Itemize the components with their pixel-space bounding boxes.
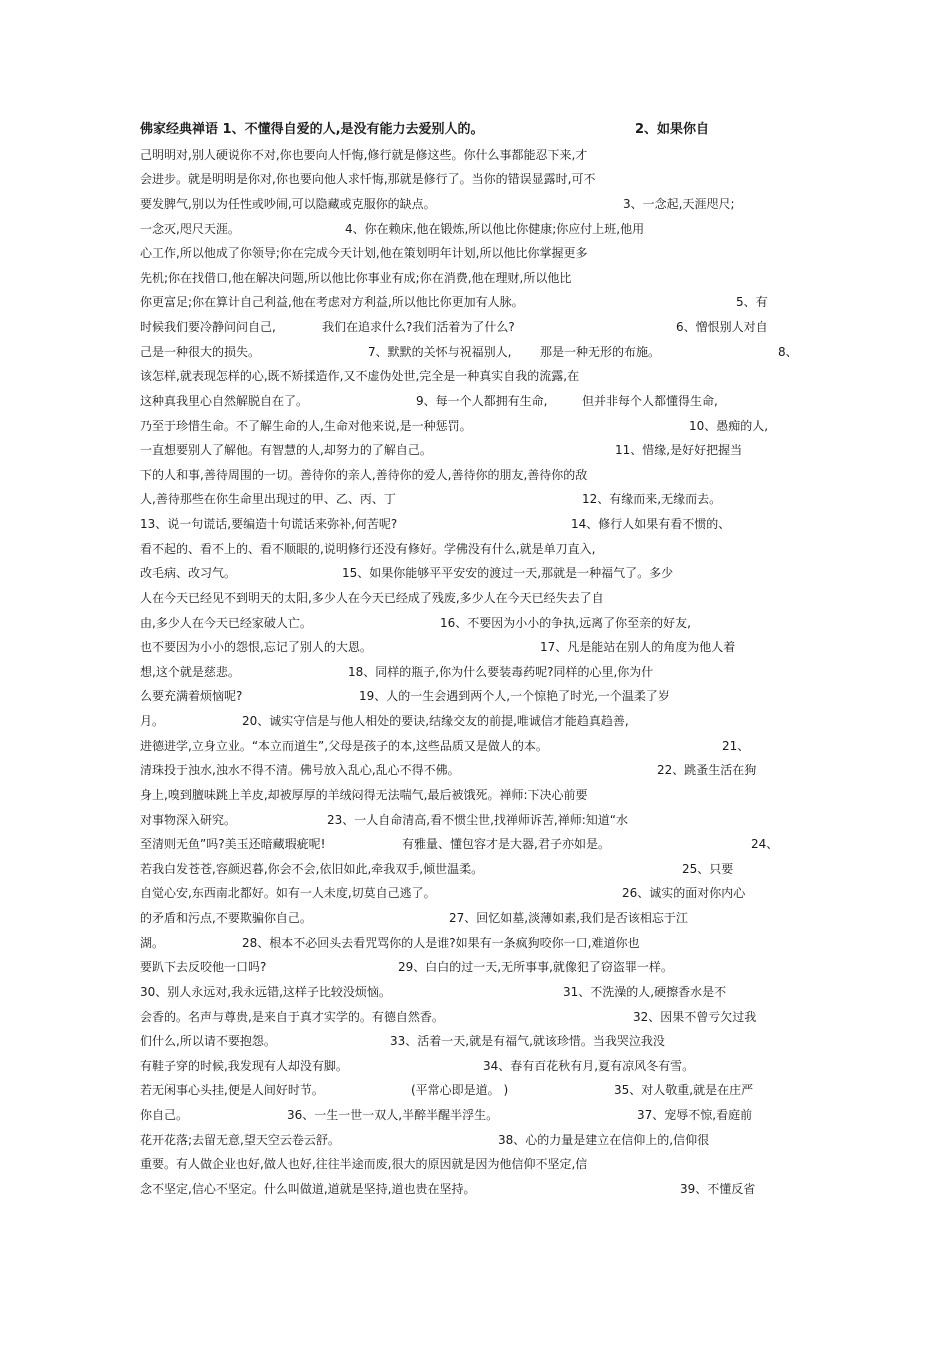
text-line	[140, 959, 790, 984]
text-segment: 对事物深入研究。	[140, 812, 237, 827]
text-line	[140, 245, 790, 270]
text-line	[140, 639, 790, 664]
text-line	[140, 935, 790, 960]
text-segment: 那是一种无形的布施。	[540, 344, 661, 359]
text-segment: 4、你在赖床,他在锻炼,所以他比你健康;你应付上班,他用	[345, 221, 645, 236]
text-line	[140, 861, 790, 886]
text-line	[140, 541, 790, 566]
text-segment: 20、诚实守信是与他人相处的要诀,结缘交友的前提,唯诚信才能趋真趋善,	[242, 714, 629, 728]
text-segment: 29、白白的过一天,无所事事,就像犯了窃盗罪一样。	[398, 960, 673, 975]
text-segment: 会香的。名声与尊贵,是来自于真才实学的。有德自然香。	[140, 1009, 444, 1024]
text-segment: 么要充满着烦恼呢?	[140, 689, 243, 704]
text-segment: 26、诚实的面对你内心	[622, 886, 746, 901]
text-line	[140, 688, 790, 713]
text-segment: 32、因果不曾亏欠过我	[633, 1009, 757, 1024]
text-line	[140, 885, 790, 910]
text-line	[140, 1058, 790, 1083]
text-line	[140, 147, 790, 172]
text-segment: 6、憎恨别人对自	[676, 320, 768, 334]
text-line	[140, 122, 790, 147]
text-line	[140, 590, 790, 615]
text-segment: 花开花落;去留无意,望天空云卷云舒。	[140, 1132, 340, 1147]
text-segment: 身上,嗅到膻味跳上羊皮,却被厚厚的羊绒闷得无法喘气,最后被饿死。禅师:下决心前要	[140, 787, 588, 802]
text-line	[140, 442, 790, 467]
text-segment: 改毛病、改习气。	[140, 566, 237, 581]
text-line	[140, 319, 790, 344]
text-segment: 时候我们要冷静问问自己,	[140, 320, 276, 334]
text-segment: 30、别人永远对,我永远错,这样子比较没烦恼。	[140, 984, 391, 999]
text-line	[140, 1107, 790, 1132]
text-segment: 这种真我里心自然解脱自在了。	[140, 393, 309, 408]
text-segment: 要趴下去反咬他一口吗?	[140, 960, 267, 975]
text-segment: 你自己。	[140, 1108, 189, 1122]
text-segment: 月。	[140, 714, 165, 728]
text-segment: 31、不洗澡的人,硬擦香水是不	[563, 984, 727, 999]
text-segment: 16、不要因为小小的争执,远离了你至亲的好友,	[440, 615, 691, 630]
text-segment: 7、默默的关怀与祝福别人,	[368, 344, 512, 359]
text-segment: 22、跳蚤生活在狗	[657, 763, 757, 778]
text-segment: 11、惜缘,是好好把握当	[615, 443, 743, 458]
text-segment: 们什么,所以请不要抱怨。	[140, 1034, 276, 1049]
text-segment: 14、修行人如果有看不惯的、	[571, 517, 731, 531]
text-line	[140, 787, 790, 812]
text-segment: 有雅量、懂包容才是大器,	[402, 837, 538, 852]
text-line	[140, 1156, 790, 1181]
text-line	[140, 565, 790, 590]
text-segment: 27、回忆如墓,淡薄如素,我们是否该相忘于江	[449, 911, 688, 925]
text-line	[140, 516, 790, 541]
text-line	[140, 910, 790, 935]
text-segment: 13、说一句谎话,要编造十句谎话来弥补,何苦呢?	[140, 517, 398, 531]
text-segment: 清珠投于浊水,浊水不得不清。佛号放入乱心,乱心不得不佛。	[140, 763, 460, 778]
document-body	[140, 122, 798, 1206]
text-segment: 35、对人敬重,就是在庄严	[614, 1083, 754, 1098]
text-segment: (平常心即是道。 )	[411, 1083, 509, 1098]
text-line	[140, 1082, 790, 1107]
text-segment: 也不要因为小小的怨恨,忘记了别人的大恩。	[140, 640, 372, 655]
text-segment: 10、愚痴的人,	[689, 418, 769, 433]
text-segment: 我们在追求什么?我们活着为了什么?	[322, 320, 515, 334]
text-line	[140, 196, 790, 221]
text-line	[140, 615, 790, 640]
text-line	[140, 294, 790, 319]
text-segment: 2、如果你自	[635, 122, 710, 137]
text-segment: 38、心的力量是建立在信仰上的,信仰很	[498, 1132, 710, 1147]
text-segment: 若我白发苍苍,容颜迟暮,你会不会,依旧如此,牵我双手,倾世温柔。	[140, 861, 484, 876]
text-line	[140, 1132, 790, 1157]
text-line	[140, 664, 790, 689]
text-line	[140, 713, 790, 738]
text-segment: 若无闲事心头挂,便是人间好时节。	[140, 1083, 324, 1098]
text-segment: 看不起的、看不上的、看不顺眼的,说明修行还没有修好。学佛没有什么,就是单刀直入,	[140, 541, 596, 556]
text-segment: 19、人的一生会遇到两个人,一个惊艳了时光,一个温柔了岁	[359, 689, 670, 704]
text-segment: 进德进学,立身立业。“本立而道生”,父母是孩子的本,这些品质又是做人的本。	[140, 738, 548, 753]
text-segment: 人在今天已经见不到明天的太阳,多少人在今天已经成了残废,多少人在今天已经失去了自	[140, 590, 604, 605]
text-segment: 28、根本不必回头去看咒骂你的人是谁?如果有一条疯狗咬你一口,难道你也	[242, 935, 640, 950]
text-segment: 18、同样的瓶子,你为什么要装毒药呢?同样的心里,你为什	[348, 664, 654, 679]
text-segment: 25、只要	[682, 861, 734, 876]
text-line	[140, 1009, 790, 1034]
text-segment: 湖。	[140, 935, 165, 950]
text-line	[140, 1181, 790, 1206]
text-segment: 重要。有人做企业也好,做人也好,往往半途而废,很大的原因就是因为他信仰不坚定,信	[140, 1157, 588, 1172]
text-segment: 下的人和事,善待周围的一切。善待你的亲人,善待你的爱人,善待你的朋友,善待你的敌	[140, 467, 588, 482]
text-line	[140, 1033, 790, 1058]
text-segment: 人,善待那些在你生命里出现过的甲、乙、丙、丁	[140, 492, 396, 507]
text-line	[140, 812, 790, 837]
text-line	[140, 393, 790, 418]
text-line	[140, 270, 790, 295]
text-segment: 36、一生一世一双人,半醉半醒半浮生。	[287, 1108, 499, 1122]
text-segment: 3、一念起,天涯咫尺;	[623, 196, 735, 211]
text-line	[140, 368, 790, 393]
text-line	[140, 762, 790, 787]
text-segment: 你更富足;你在算计自己利益,他在考虑对方利益,所以他比你更加有人脉。	[140, 295, 524, 310]
text-segment: 但并非每个人都懂得生命,	[582, 393, 718, 408]
text-line	[140, 491, 790, 516]
text-segment: 先机;你在找借口,他在解决问题,所以他比你事业有成;你在消费,他在理财,所以他比	[140, 270, 572, 285]
text-segment: 要发脾气,别以为任性或吵闹,可以隐藏或克服你的缺点。	[140, 196, 436, 211]
text-segment: 由,多少人在今天已经家破人亡。	[140, 615, 312, 630]
text-segment: 24、	[751, 837, 779, 852]
text-line	[140, 984, 790, 1009]
text-segment: 23、一人自命清高,看不惯尘世,找禅师诉苦,禅师:知道“水	[327, 812, 628, 827]
text-segment: 己是一种很大的损失。	[140, 344, 261, 359]
text-segment: 佛家经典禅语 1、不懂得自爱的人,是没有能力去爱别人的。	[140, 122, 484, 137]
text-segment: 37、宠辱不惊,看庭前	[637, 1108, 753, 1122]
text-segment: 9、每一个人都拥有生命,	[416, 393, 548, 408]
text-line	[140, 467, 790, 492]
text-segment: 一念灭,咫尺天涯。	[140, 221, 240, 236]
text-segment: 39、不懂反省	[680, 1181, 756, 1196]
text-segment: 21、	[722, 738, 750, 753]
text-segment: 33、活着一天,就是有福气,就该珍惜。当我哭泣我没	[390, 1034, 665, 1049]
text-segment: 34、春有百花秋有月,夏有凉风冬有雪。	[483, 1058, 695, 1073]
text-segment: 5、有	[736, 295, 768, 310]
text-line	[140, 221, 790, 246]
text-segment: 8、	[778, 344, 798, 359]
text-segment: 该怎样,就表现怎样的心,既不矫揉造作,又不虚伪处世,完全是一种真实自我的流露,在	[140, 369, 580, 384]
text-segment: 自觉心安,东西南北都好。如有一人未度,切莫自己逃了。	[140, 886, 436, 901]
text-segment: 17、凡是能站在别人的角度为他人着	[540, 640, 736, 655]
text-segment: 己明明对,别人硬说你不对,你也要向人忏悔,修行就是修这些。你什么事都能忍下来,才	[140, 147, 588, 162]
text-segment: 至清则无鱼”吗?美玉还暗藏瑕疵呢!	[140, 837, 326, 852]
text-segment: 一直想要别人了解他。有智慧的人,却努力的了解自己。	[140, 443, 432, 458]
text-segment: 乃至于珍惜生命。不了解生命的人,生命对他来说,是一种惩罚。	[140, 418, 472, 433]
text-line	[140, 344, 798, 369]
text-line	[140, 418, 790, 443]
text-segment: 君子亦如是。	[538, 837, 611, 852]
text-line	[140, 836, 790, 861]
text-segment: 15、如果你能够平平安安的渡过一天,那就是一种福气了。多少	[342, 566, 674, 581]
text-segment: 念不坚定,信心不坚定。什么叫做道,道就是坚持,道也贵在坚持。	[140, 1181, 476, 1196]
text-segment: 的矛盾和污点,不要欺骗你自己。	[140, 911, 312, 925]
text-segment: 有鞋子穿的时候,我发现有人却没有脚。	[140, 1058, 348, 1073]
text-segment: 想,这个就是慈悲。	[140, 664, 240, 679]
text-segment: 会进步。就是明明是你对,你也要向他人求忏悔,那就是修行了。当你的错误显露时,可不	[140, 172, 596, 187]
text-segment: 12、有缘而来,无缘而去。	[582, 492, 722, 507]
text-line	[140, 738, 790, 763]
text-segment: 心工作,所以他成了你领导;你在完成今天计划,他在策划明年计划,所以他比你掌握更多	[140, 246, 588, 261]
text-line	[140, 171, 790, 196]
